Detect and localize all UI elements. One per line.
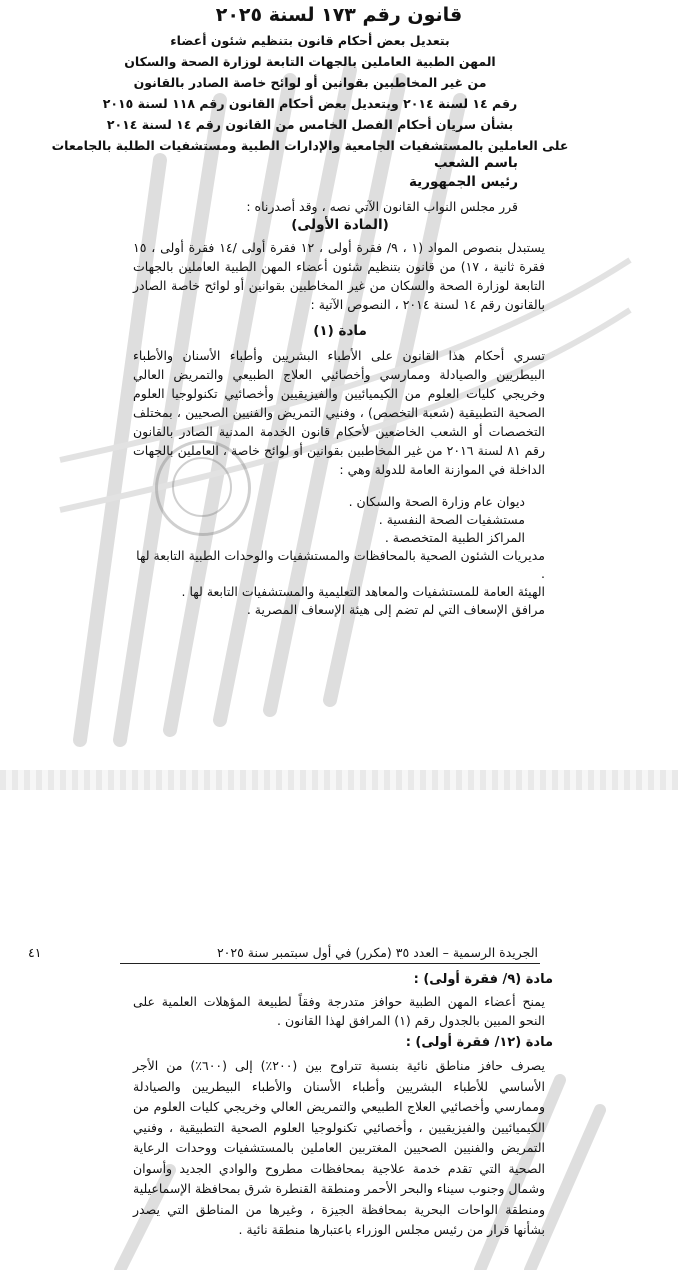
- article-12-text: يصرف حافز مناطق نائية بنسبة تتراوح بين (٢٠٠٪) إلى (٦٠٠٪) من الأجر الأساسي للأطباء البشريين وأطباء الأسنان والأطباء البيطريين والصيادلة وممارسي وأخصائيي العلاج الطبيعي والتمريض العالي وخريجي كليات العلوم من الكيميائيين والفيزيقيين ، وأخصائيي تكنولوجيا العلوم الصحية التطبيقية ، وفنيي التمريض والفنيين الصحيين المغتربين العاملين بالمستشفيات ووحدات الرعاية الصحية التي تقدم خدمة علاجية بمحافظات مطروح والوادي الجديد وأسوان وشمال وجنوب سيناء والبحر الأحمر ومنطقة القنطرة شرق بمحافظة الإسماعيلية ومنطقة الواحات البحرية بمحافظة الجيزة ، وغيرها من المناطق التي يصدر بشأنها قرار من رئيس مجلس الوزراء باعتبارها منطقة نائية .: [133, 1058, 545, 1237]
- list-item: مديريات الشئون الصحية بالمحافظات والمستشفيات والوحدات الطبية التابعة لها .: [136, 548, 545, 581]
- article-1-text: تسري أحكام هذا القانون على الأطباء البشريين وأطباء الأسنان والأطباء البيطريين والصيادلة وممارسي وأخصائيي العلاج الطبيعي والتمريض العالي وخريجي كليات العلوم من الكيميائيين والفيزيقيين وأخصائيي تكنولوجيا العلوم الصحية التطبيقية (شعبة التخصص) ، وفنيي التمريض والفنيين الصحيين ، بمختلف التخصصات أو الشعب الخاضعين لأحكام قانون الخدمة المدنية الصادر بالقانون رقم ٨١ لسنة ٢٠١٦ من غير المخاطبين بقوانين أو لوائح خاصة ، العاملين بالجهات الداخلة في الموازنة العامة للدولة وهي :: [133, 348, 545, 477]
- law-subtitle: [51, 30, 569, 156]
- subtitle-line: رقم ١٤ لسنة ٢٠١٤ وبتعديل بعض أحكام القانون رقم ١١٨ لسنة ٢٠١٥: [102, 96, 518, 111]
- page-number: ٤١: [28, 945, 42, 960]
- subtitle-line: بشأن سريان أحكام الفصل الخامس من القانون رقم ١٤ لسنة ٢٠١٤: [106, 117, 514, 132]
- list-item: المراكز الطبية المتخصصة .: [384, 530, 525, 545]
- law-title: قانون رقم ١٧٣ لسنة ٢٠٢٥: [215, 4, 463, 26]
- list-item: الهيئة العامة للمستشفيات والمعاهد التعليمية والمستشفيات التابعة لها .: [181, 584, 545, 599]
- subtitle-line: المهن الطبية العاملين بالجهات التابعة لوزارة الصحة والسكان: [124, 54, 496, 69]
- article-9-heading: مادة (٩/ فقرة أولى) :: [413, 972, 553, 987]
- article-one-text: يستبدل بنصوص المواد (١ ، ٩/ فقرة أولى ، ١٢ فقرة أولى /١٤ فقرة أولى ، ١٥ فقرة ثانية ، ١٧) من قانون بتنظيم شئون أعضاء المهن الطبية العاملين بالجهات التابعة لوزارة الصحة والسكان من غير المخاطبين بقوانين أو لوائح خاصة الصادر بالقانون رقم ١٤ لسنة ٢٠١٤ ، النصوص الآتية :: [133, 240, 545, 312]
- enactment-block: [98, 154, 518, 192]
- preamble: قرر مجلس النواب القانون الآتي نصه ، وقد أصدرناه :: [246, 199, 518, 214]
- article-one-heading: (المادة الأولى): [291, 217, 389, 233]
- article-12-heading: مادة (١٢/ فقرة أولى) :: [405, 1035, 553, 1050]
- entities-list: [133, 493, 545, 619]
- list-item: مرافق الإسعاف التي لم تضم إلى هيئة الإسعاف المصرية .: [246, 602, 545, 617]
- list-item: ديوان عام وزارة الصحة والسكان .: [348, 494, 525, 509]
- in-name-of-people: باسم الشعب: [433, 155, 518, 171]
- subtitle-line: على العاملين بالمستشفيات الجامعية والإدارات الطبية ومستشفيات الطلبة بالجامعات: [51, 138, 569, 153]
- president-heading: رئيس الجمهورية: [408, 174, 518, 190]
- list-item: مستشفيات الصحة النفسية .: [378, 512, 525, 527]
- article-9-text: يمنح أعضاء المهن الطبية حوافز متدرجة وفقاً لطبيعة المؤهلات العلمية على النحو المبين بالجدول رقم (١) المرافق لهذا القانون .: [133, 994, 545, 1028]
- subtitle-line: من غير المخاطبين بقوانين أو لوائح خاصة الصادر بالقانون: [133, 75, 487, 90]
- gazette-issue-line: الجريدة الرسمية – العدد ٣٥ (مكرر) في أول سبتمبر سنة ٢٠٢٥: [216, 945, 538, 960]
- page-separator: [0, 770, 678, 790]
- running-header: [28, 943, 538, 963]
- subtitle-line: بتعديل بعض أحكام قانون بتنظيم شئون أعضاء: [170, 33, 450, 48]
- article-1-heading: مادة (١): [313, 323, 367, 339]
- header-rule: [120, 963, 540, 964]
